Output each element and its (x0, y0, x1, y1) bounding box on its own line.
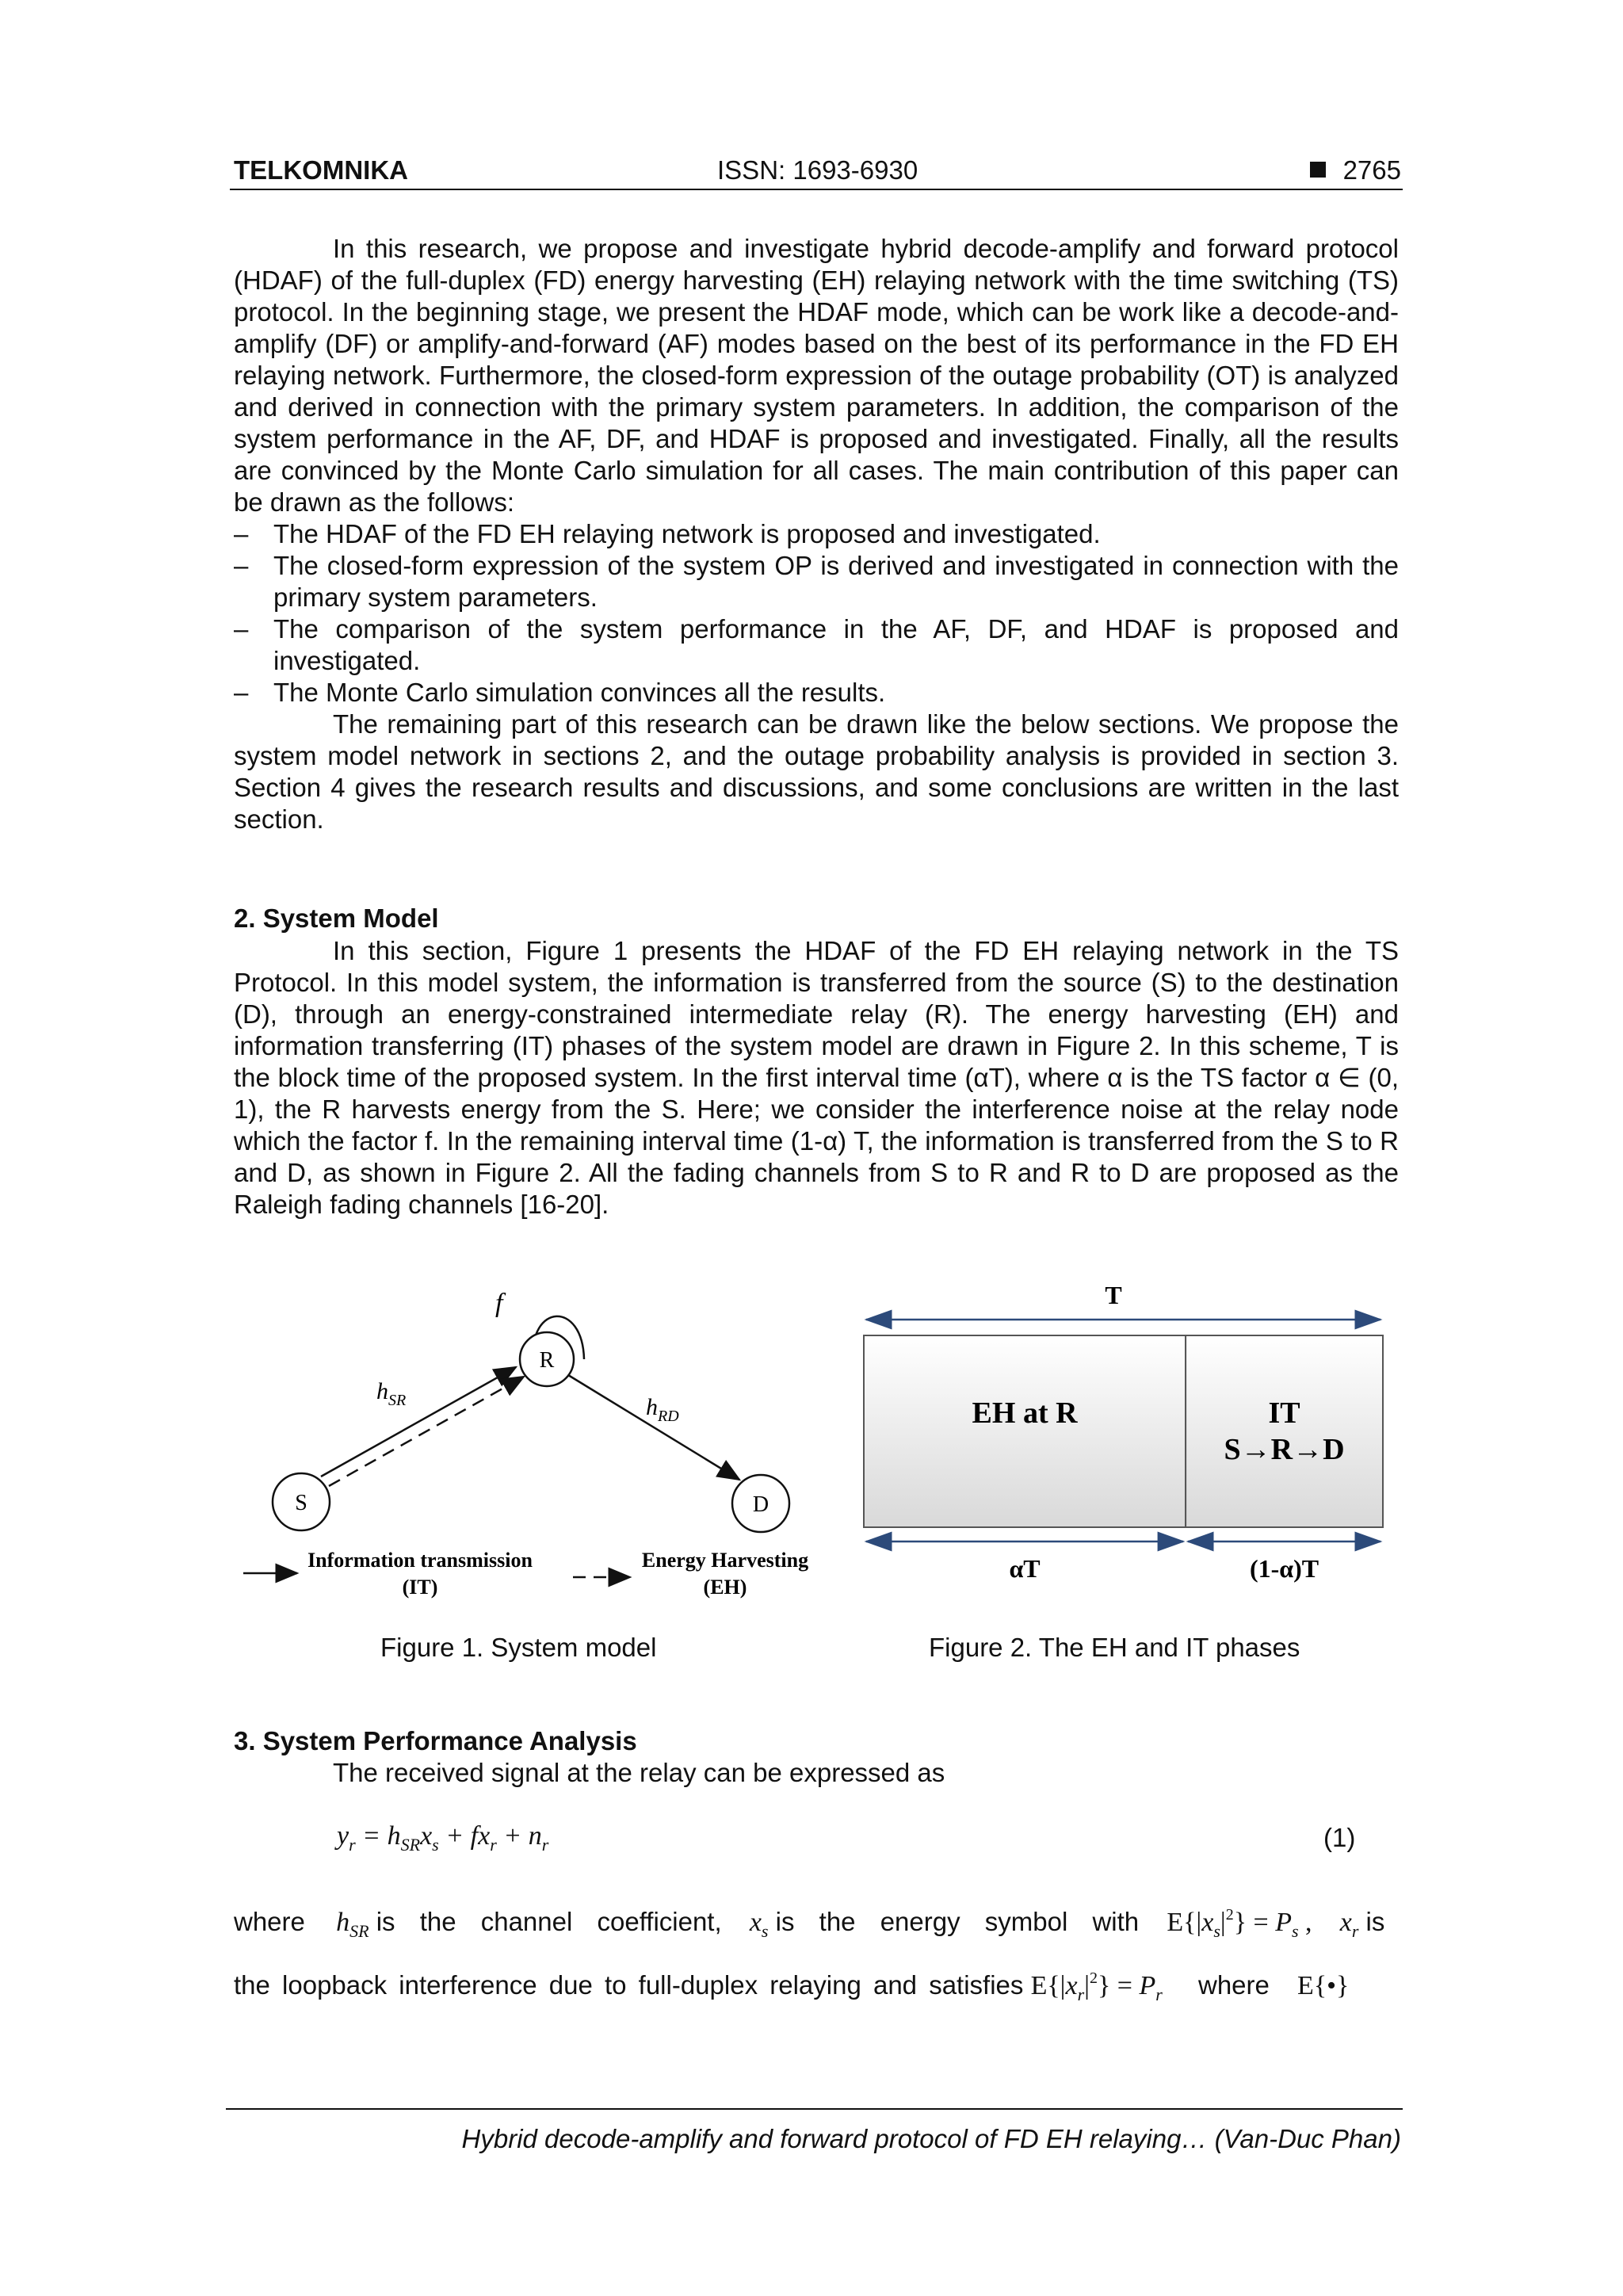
section-2-paragraph (234, 935, 1399, 1221)
link-rd (568, 1375, 739, 1480)
page-number-wrap (1310, 155, 1401, 185)
equation-1-number: (1) (1323, 1823, 1356, 1852)
block-it (1186, 1335, 1383, 1527)
bullet-dash: – (234, 519, 249, 548)
symbol-xr: $x_r$ (1339, 1908, 1359, 1941)
intro-paragraph-2 (234, 709, 1399, 835)
legend-eh-label-1: Energy Harvesting (641, 1549, 809, 1572)
legend-eh-label-2: (EH) (703, 1576, 747, 1599)
label-hrd-main: h (646, 1394, 658, 1420)
contribution-list (234, 518, 1399, 709)
block-eh-label: EH at R (972, 1396, 1078, 1430)
link-sr-eh (329, 1377, 524, 1486)
label-T: T (1105, 1281, 1122, 1309)
where-word: where (234, 1907, 305, 1936)
expectation-operator: E{•} (1297, 1971, 1350, 2000)
equation-1: $y_r = h_{SR}x_s + fx_r + n_r$ (337, 1821, 549, 1855)
label-hsr-main: h (376, 1378, 388, 1404)
footer-rule (226, 2108, 1403, 2110)
square-bullet-icon (1310, 162, 1326, 178)
label-hsr-sub: SR (388, 1392, 407, 1409)
section-3-title: 3. System Performance Analysis (234, 1726, 637, 1755)
figure-1-caption: Figure 1. System model (380, 1633, 657, 1662)
label-alphaT: αT (1009, 1554, 1041, 1583)
symbol-xs: $x_s$ (749, 1908, 769, 1941)
label-rest: (1-α)T (1249, 1554, 1319, 1583)
block-it-label-1: IT (1268, 1396, 1300, 1430)
node-d-label: D (752, 1492, 769, 1517)
list-item (234, 518, 1399, 550)
intro-text-1: In this research, we propose and investigate hybrid decode-amplify and forward protocol (HDAF) of the full-duplex (FD) energy harvesting (EH) relaying network with the time switching (TS) protocol. In the beginning stage, we present the HDAF mode, which can be work like a decode-and-amplify (DF) or amplify-and-forward (AF) modes based on the best of its performance in the FD EH relaying network. Furthermore, the closed-form expression of the outage probability (OT) is analyzed and derived in connection with the primary system parameters. In addition, the comparison of the system performance in the AF, DF, and HDAF is proposed and investigated. Finally, all the results are convinced by the Monte Carlo simulation for all cases. The main contribution of this paper can be drawn as the follows: (234, 234, 1399, 517)
expectation-xr: $E\{|x_r|^2\} = P_r$ (1030, 1969, 1163, 2004)
figure-2-caption: Figure 2. The EH and IT phases (929, 1633, 1300, 1662)
node-r-label: R (539, 1348, 555, 1373)
header-rule (230, 189, 1403, 190)
legend-it-label-2: (IT) (402, 1576, 438, 1599)
figure-1-system-model (234, 1272, 836, 1605)
label-hrd-sub: RD (658, 1408, 679, 1425)
where-text-a: is the channel coefficient, (376, 1907, 722, 1936)
list-item (234, 677, 1399, 709)
bullet-dash: – (234, 614, 249, 644)
block-eh (864, 1335, 1186, 1527)
node-s-label: S (295, 1491, 307, 1515)
list-item-text: The Monte Carlo simulation convinces all the results. (273, 678, 886, 707)
page-number: 2765 (1342, 155, 1401, 185)
where-text-b: is the energy symbol with (775, 1907, 1140, 1936)
list-item (234, 613, 1399, 677)
block-it-label-2: S→R→D (1224, 1433, 1345, 1466)
label-hrd (646, 1394, 679, 1425)
journal-name: TELKOMNIKA (234, 155, 408, 185)
legend-it-label-1: Information transmission (307, 1549, 533, 1572)
link-sr-it (321, 1367, 516, 1477)
label-hsr (376, 1378, 406, 1409)
section-2-title: 2. System Model (234, 904, 439, 933)
where-line-2 (234, 1969, 1399, 2005)
expectation-xs: $E\{|x_s|^2\} = P_s$ , (1167, 1906, 1312, 1941)
footer-text: Hybrid decode-amplify and forward protocol of FD EH relaying… (Van-Duc Phan) (461, 2124, 1401, 2153)
list-item-text: The comparison of the system performance in the AF, DF, and HDAF is proposed and investigated. (273, 614, 1399, 675)
issn: ISSN: 1693-6930 (717, 155, 918, 185)
section-2-text: In this section, Figure 1 presents the HDAF of the FD EH relaying network in the TS Protocol. In this model system, the information is transferred from the source (S) to the destination (D), through an energy-constrained intermediate relay (R). The energy harvesting (EH) and information transferring (IT) phases of the system model are drawn in Figure 2. In this scheme, T is the block time of the proposed system. In the first interval time (αT), where α is the TS factor α ∈ (0, 1), the R harvests energy from the S. Here; we consider the interference noise at the relay node which the factor f. In the remaining interval time (1-α) T, the information is transferred from the S to R and D, as shown in Figure 2. All the fading channels from S to R and R to D are proposed as the Raleigh fading channels [16-20]. (234, 936, 1399, 1219)
label-f: f (495, 1289, 503, 1318)
section-3-intro: The received signal at the relay can be expressed as (333, 1758, 945, 1787)
list-item-text: The HDAF of the FD EH relaying network is proposed and investigated. (273, 519, 1101, 548)
where-line-2-text: the loopback interference due to full-duplex relaying and satisfies (234, 1970, 1024, 2000)
list-item (234, 550, 1399, 613)
where-line-1 (234, 1906, 1399, 1942)
intro-text-2: The remaining part of this research can be drawn like the below sections. We propose the system model network in sections 2, and the outage probability analysis is provided in section 3. Section 4 gives the research results and discussions, and some conclusions are written in the last section. (234, 709, 1399, 834)
bullet-dash: – (234, 551, 249, 580)
bullet-dash: – (234, 678, 249, 707)
where-word-2: where (1197, 1970, 1270, 2000)
symbol-hsr: $h_{SR}$ (336, 1908, 369, 1941)
list-item-text: The closed-form expression of the system OP is derived and investigated in connection with the primary system parameters. (273, 551, 1399, 612)
where-text-c: is (1365, 1907, 1385, 1936)
intro-paragraph-1 (234, 233, 1399, 518)
figure-2-phases (860, 1280, 1399, 1597)
